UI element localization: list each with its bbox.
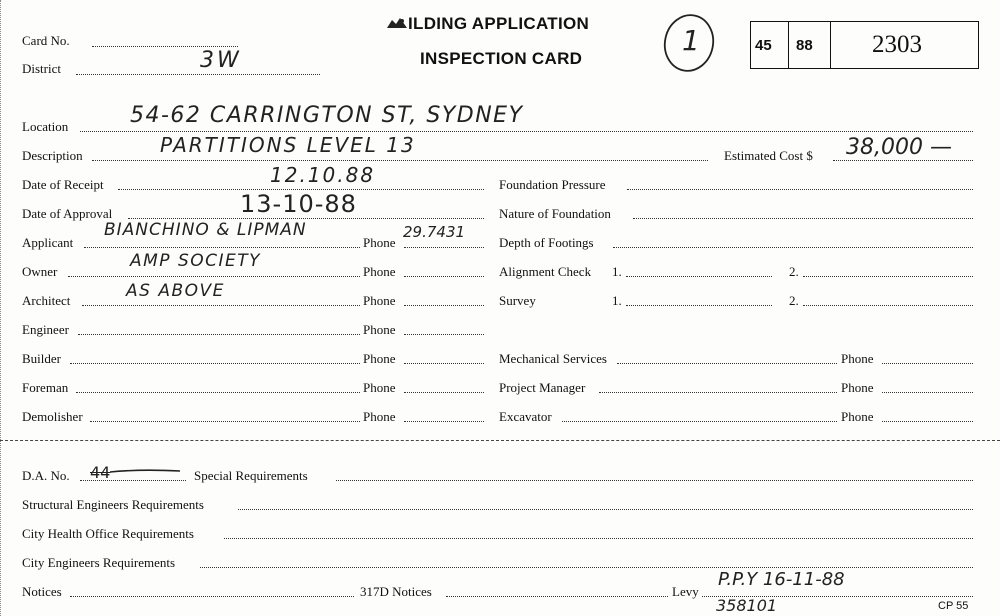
description-label: Description [22, 148, 83, 163]
box-a: 45 [755, 37, 772, 54]
card-no-label: Card No. [22, 33, 70, 48]
mechanical-services-label: Mechanical Services [499, 351, 607, 366]
date-of-receipt-label: Date of Receipt [22, 177, 104, 192]
architect-phone-line [404, 305, 484, 306]
da-no-strike-icon [110, 466, 182, 476]
alignment-check-1-label: 1. [612, 264, 622, 279]
estimated-cost-value: 38,000 — [846, 135, 952, 160]
city-engineers-line [200, 567, 973, 568]
mechanical-services-line [617, 363, 837, 364]
builder-phone-line [404, 363, 484, 364]
engineer-phone-label: Phone [363, 322, 396, 337]
owner-phone-line [404, 276, 484, 277]
excavator-label: Excavator [499, 409, 552, 424]
box-b: 88 [796, 37, 813, 54]
architect-label: Architect [22, 293, 71, 308]
alignment-check-2-line [803, 276, 973, 277]
estimated-cost-line [833, 160, 973, 161]
district-label: District [22, 61, 61, 76]
architect-phone-label: Phone [363, 293, 396, 308]
da-no-value: 44 [90, 463, 111, 482]
alignment-check-2-label: 2. [789, 264, 799, 279]
levy-label: Levy [672, 584, 699, 599]
nature-of-foundation-line [633, 218, 973, 219]
applicant-phone-line [404, 247, 484, 248]
survey-1-line [626, 305, 772, 306]
depth-of-footings-line [613, 247, 973, 248]
survey-2-line [803, 305, 973, 306]
project-manager-label: Project Manager [499, 380, 586, 395]
city-health-line [224, 538, 973, 539]
notices-label: Notices [22, 584, 62, 599]
title-emblem-icon [386, 15, 408, 29]
description-value: PARTITIONS LEVEL 13 [160, 133, 416, 157]
da-no-label: D.A. No. [22, 468, 70, 483]
owner-line [68, 276, 360, 277]
card-no-line [92, 46, 238, 47]
architect-value: AS ABOVE [126, 281, 225, 301]
owner-value: AMP SOCIETY [130, 251, 262, 271]
engineer-label: Engineer [22, 322, 69, 337]
circled-number: 1 [682, 24, 700, 57]
location-value: 54-62 CARRINGTON ST, SYDNEY [130, 103, 524, 128]
special-requirements-line [336, 480, 973, 481]
survey-1-label: 1. [612, 293, 622, 308]
excavator-phone-line [882, 421, 973, 422]
box-divider-1 [788, 22, 789, 68]
district-line [76, 74, 320, 75]
applicant-label: Applicant [22, 235, 74, 250]
project-manager-phone-line [882, 392, 973, 393]
form-code: CP 55 [938, 600, 969, 612]
receipt-number: 358101 [716, 596, 778, 615]
excavator-line [562, 421, 837, 422]
estimated-cost-label: Estimated Cost $ [724, 148, 813, 163]
foreman-line [76, 392, 360, 393]
date-of-approval-label: Date of Approval [22, 206, 113, 221]
title-line1: ILDING APPLICATION [386, 14, 589, 34]
foundation-pressure-line [627, 189, 973, 190]
demolisher-line [90, 421, 360, 422]
demolisher-label: Demolisher [22, 409, 83, 424]
applicant-phone-label: Phone [363, 235, 396, 250]
box-divider-2 [830, 22, 831, 68]
description-line [92, 160, 708, 161]
notices-317d-label: 317D Notices [360, 584, 432, 599]
nature-of-foundation-label: Nature of Foundation [499, 206, 611, 221]
city-health-label: City Health Office Requirements [22, 526, 194, 541]
notices-line [70, 596, 354, 597]
city-engineers-label: City Engineers Requirements [22, 555, 176, 570]
box-c: 2303 [872, 31, 922, 58]
reference-box [750, 21, 979, 69]
engineer-phone-line [404, 334, 484, 335]
date-of-approval-value: 13-10-88 [240, 190, 357, 218]
date-of-receipt-value: 12.10.88 [270, 163, 376, 187]
structural-engineers-label: Structural Engineers Requirements [22, 497, 204, 512]
levy-value: P.P.Y 16-11-88 [718, 569, 845, 590]
left-edge-marks [0, 0, 9, 616]
demolisher-phone-line [404, 421, 484, 422]
builder-line [70, 363, 360, 364]
notices-317d-line [446, 596, 668, 597]
date-of-approval-line [128, 218, 484, 219]
foreman-label: Foreman [22, 380, 69, 395]
location-label: Location [22, 119, 69, 134]
foundation-pressure-label: Foundation Pressure [499, 177, 606, 192]
demolisher-phone-label: Phone [363, 409, 396, 424]
alignment-check-1-line [626, 276, 772, 277]
owner-phone-label: Phone [363, 264, 396, 279]
structural-engineers-line [238, 509, 973, 510]
mechanical-services-phone-label: Phone [841, 351, 874, 366]
special-requirements-label: Special Requirements [194, 468, 308, 483]
applicant-value: BIANCHINO & LIPMAN [104, 220, 307, 240]
alignment-check-label: Alignment Check [499, 264, 592, 279]
survey-2-label: 2. [789, 293, 799, 308]
architect-line [82, 305, 360, 306]
district-value: 3W [200, 48, 242, 73]
project-manager-phone-label: Phone [841, 380, 874, 395]
foreman-phone-label: Phone [363, 380, 396, 395]
owner-label: Owner [22, 264, 58, 279]
builder-label: Builder [22, 351, 61, 366]
project-manager-line [599, 392, 837, 393]
excavator-phone-label: Phone [841, 409, 874, 424]
builder-phone-label: Phone [363, 351, 396, 366]
engineer-line [78, 334, 360, 335]
title-line2: INSPECTION CARD [420, 49, 583, 68]
section-divider [0, 440, 1000, 441]
applicant-line [84, 247, 360, 248]
applicant-phone-value: 29.7431 [403, 223, 466, 241]
mechanical-services-phone-line [882, 363, 973, 364]
foreman-phone-line [404, 392, 484, 393]
survey-label: Survey [499, 293, 536, 308]
depth-of-footings-label: Depth of Footings [499, 235, 594, 250]
location-line [80, 131, 973, 132]
